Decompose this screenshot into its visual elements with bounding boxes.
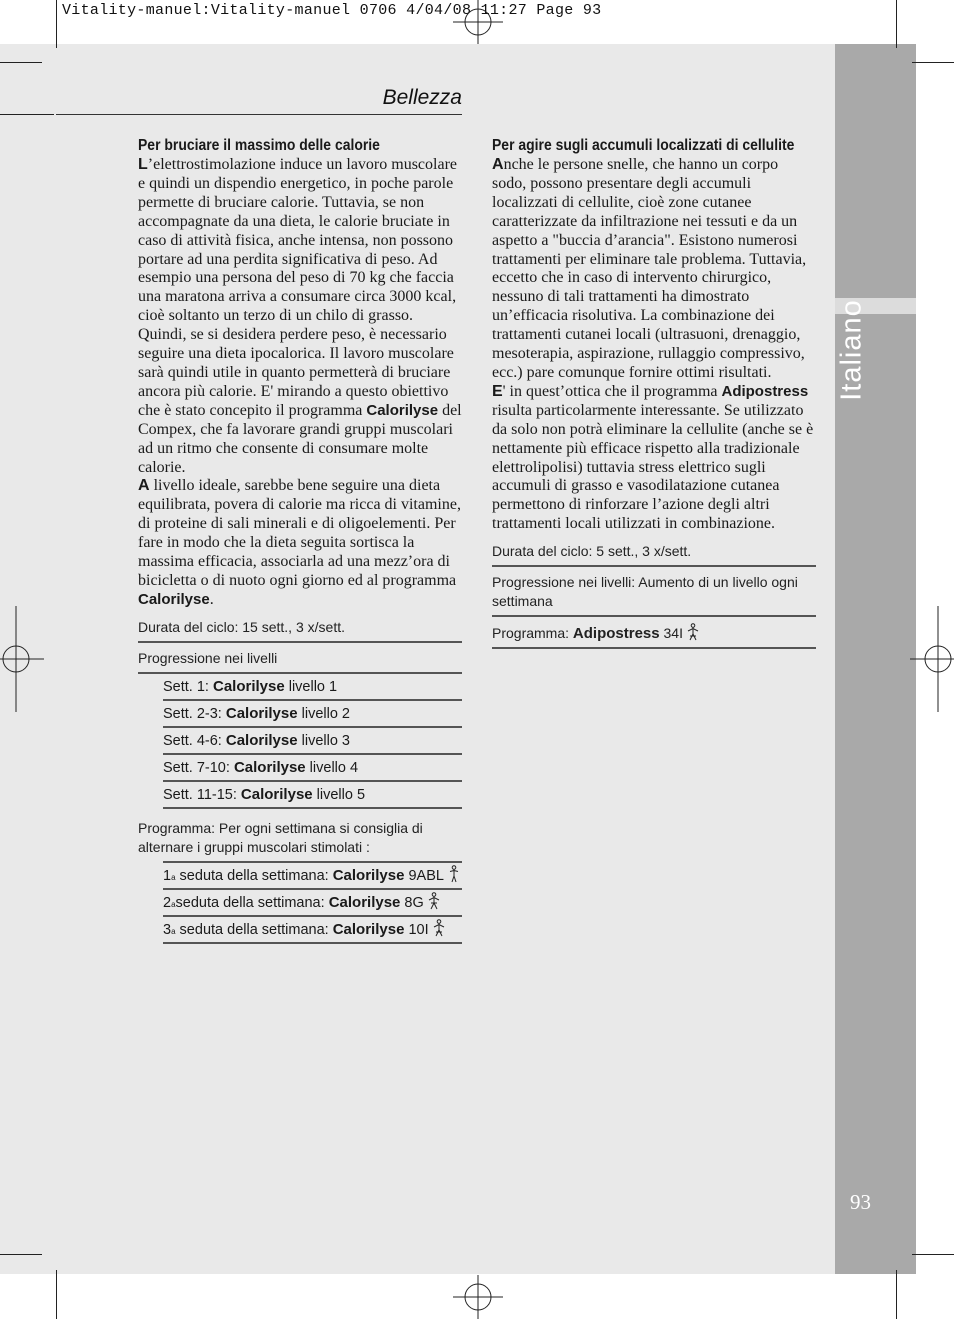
crop-mark	[0, 62, 42, 63]
program-name: Calorilyse	[366, 401, 439, 419]
level-row	[163, 755, 462, 782]
registration-mark-right	[910, 606, 954, 712]
crop-mark	[896, 1270, 897, 1319]
rule	[492, 647, 816, 649]
level-value: livello 4	[305, 759, 359, 776]
registration-mark-left	[0, 606, 44, 712]
left-column	[138, 136, 462, 944]
session-text: seduta della settimana:	[175, 867, 333, 884]
level-value: livello 3	[297, 732, 350, 749]
session-table	[163, 861, 462, 944]
right-progression: Progressione nei livelli: Aumento di un livello ogni settimana	[492, 574, 798, 610]
left-paragraph-2	[138, 477, 462, 609]
level-week: Sett. 2-3:	[163, 705, 226, 722]
level-program: Calorilyse	[240, 785, 313, 803]
program-prefix: Programma:	[492, 625, 573, 642]
level-program: Calorilyse	[225, 731, 298, 749]
section-title: Bellezza	[382, 86, 462, 109]
level-value: livello 1	[284, 678, 338, 695]
level-row	[163, 701, 462, 728]
drop-cap: L	[138, 156, 148, 173]
session-row	[163, 890, 462, 917]
drop-cap: A	[492, 156, 504, 173]
paragraph-text: ' in quest’ottica che il programma	[502, 382, 722, 400]
crop-mark	[56, 1270, 57, 1319]
left-heading: Per bruciare il massimo delle calorie	[138, 137, 380, 154]
level-program: Calorilyse	[212, 677, 285, 695]
level-table	[163, 674, 462, 809]
session-row	[163, 917, 462, 944]
level-value: livello 5	[312, 786, 366, 803]
session-number: 3	[163, 921, 172, 938]
paragraph-text: del Compex, che fa lavorare grandi gruppi muscolari ad un ritmo che consente di consumare molte calorie.	[138, 401, 462, 476]
session-ordinal: a	[171, 899, 176, 909]
level-row	[163, 728, 462, 755]
paragraph-text: nche le persone snelle, che hanno un corpo sodo, possono presentare degli accumuli localizzati di cellulite, cioè zone cutanee caratterizzate da infiltrazione nei tessuti e da un aspetto a "buccia d’arancia". Esistono numerosi trattamenti per eliminare tale problema. Tuttavia, eccetto che in caso di intervento chirurgico, nessuno di tali trattamenti ha dimostrato un’efficacia risolutiva. La combinazione dei trattamenti cutanei locali (ultrasuoni, drenaggio, mesoterapia, aspirazione, rullaggio compressivo, ecc.) pare comunque fornire ottimi risultati.	[492, 156, 807, 381]
session-program: Calorilyse	[332, 920, 405, 938]
level-week: Sett. 11-15:	[163, 786, 241, 803]
level-program: Calorilyse	[233, 758, 306, 776]
program-name: Adipostress	[572, 625, 660, 643]
left-progression-label: Progressione nei livelli	[138, 649, 278, 666]
paragraph-text: .	[209, 590, 214, 608]
session-text: seduta della settimana:	[175, 894, 329, 911]
crop-mark	[0, 1254, 42, 1255]
right-heading: Per agire sugli accumuli localizzati di cellulite	[492, 137, 795, 154]
language-tab	[835, 44, 916, 1274]
program-name: Calorilyse	[138, 590, 210, 608]
session-number: 1	[163, 867, 172, 884]
program-code: 34I	[659, 625, 683, 642]
session-code: 9ABL	[404, 867, 444, 884]
session-ordinal: a	[171, 872, 176, 882]
language-tab-label: Italiano	[835, 299, 868, 401]
session-number: 2	[163, 894, 172, 911]
session-code: 8G	[400, 894, 424, 911]
drop-cap: E	[492, 382, 503, 400]
left-duration: Durata del ciclo: 15 sett., 3 x/sett.	[138, 618, 345, 635]
left-paragraph-1	[138, 156, 462, 477]
session-ordinal: a	[171, 926, 176, 936]
level-program: Calorilyse	[225, 704, 298, 722]
registration-mark-top	[453, 0, 503, 44]
session-row	[163, 863, 462, 890]
crop-mark	[56, 0, 57, 48]
paragraph-text: livello ideale, sarebbe bene seguire una dieta equilibrata, povera di calorie ma ricca di vitamine, di proteine di sali minerali e di oligoelementi. Per fare in modo che la dieta seguita sortisca la massima efficacia, associarla ad una mezz’ora di bicicletta o di nuoto ogni giorno ed al programma	[138, 477, 461, 589]
section-rule	[56, 114, 462, 115]
level-value: livello 2	[297, 705, 350, 722]
body-figure-icon	[427, 892, 441, 910]
paragraph-text: ’elettrostimolazione induce un lavoro muscolare e quindi un dispendio energetico, in poche parole permette di bruciare calorie. Tuttavia, se non accompagnate da una dieta, le calorie bruciate in caso di attività fisica, anche intensa, non possono portare ad una perdita significativa di peso. Ad esempio una persona del peso di 70 kg che faccia una maratona arriva a consumare circa 3000 kcal, cioè soltanto un terzo di un chilo di grasso. Quindi, se si desidera perdere peso, è necessario seguire una dieta ipocalorica. Il lavoro muscolare sarà quindi utile in quanto permetterà di bruciare ancora più calorie. E' mirando a questo obiettivo che è stato concepito il programma	[138, 156, 458, 419]
right-column	[492, 136, 816, 649]
registration-mark-bottom	[453, 1275, 503, 1319]
crop-mark	[0, 114, 54, 115]
program-name: Adipostress	[721, 382, 809, 400]
right-paragraph-2	[492, 383, 816, 534]
level-week: Sett. 4-6:	[163, 732, 226, 749]
session-program: Calorilyse	[328, 893, 401, 911]
level-row	[163, 674, 462, 701]
crop-mark	[912, 1254, 954, 1255]
session-program: Calorilyse	[332, 866, 405, 884]
body-figure-icon	[686, 623, 700, 641]
body-figure-icon	[447, 865, 461, 883]
paragraph-text: risulta particolarmente interessante. Se utilizzato da solo non potrà eliminare la cellulite (anche se è nettamente più efficace rispetto alla tradizionale elettrolipolisi) tuttavia stress elettrico sugli accumuli di grasso e vasodilatazione cutanea permettono di rinforzare l’azione degli altri trattamenti locali utilizzati in combinazione.	[492, 401, 814, 533]
crop-mark	[912, 62, 954, 63]
drop-cap: A	[138, 477, 150, 495]
level-row	[163, 782, 462, 809]
level-week: Sett. 1:	[163, 678, 213, 695]
right-duration: Durata del ciclo: 5 sett., 3 x/sett.	[492, 543, 692, 560]
right-paragraph-1	[492, 156, 816, 383]
body-figure-icon	[432, 919, 446, 937]
level-week: Sett. 7-10:	[163, 759, 234, 776]
left-program-label: Programma: Per ogni settimana si consiglia di alternare i gruppi muscolari stimolati :	[138, 819, 423, 855]
session-text: seduta della settimana:	[175, 921, 333, 938]
right-program	[492, 617, 816, 647]
print-slug: Vitality-manuel:Vitality-manuel 0706 4/04/08 11:27 Page 93	[62, 2, 602, 19]
page-number: 93	[850, 1190, 871, 1214]
crop-mark	[896, 0, 897, 48]
session-code: 10I	[404, 921, 429, 938]
